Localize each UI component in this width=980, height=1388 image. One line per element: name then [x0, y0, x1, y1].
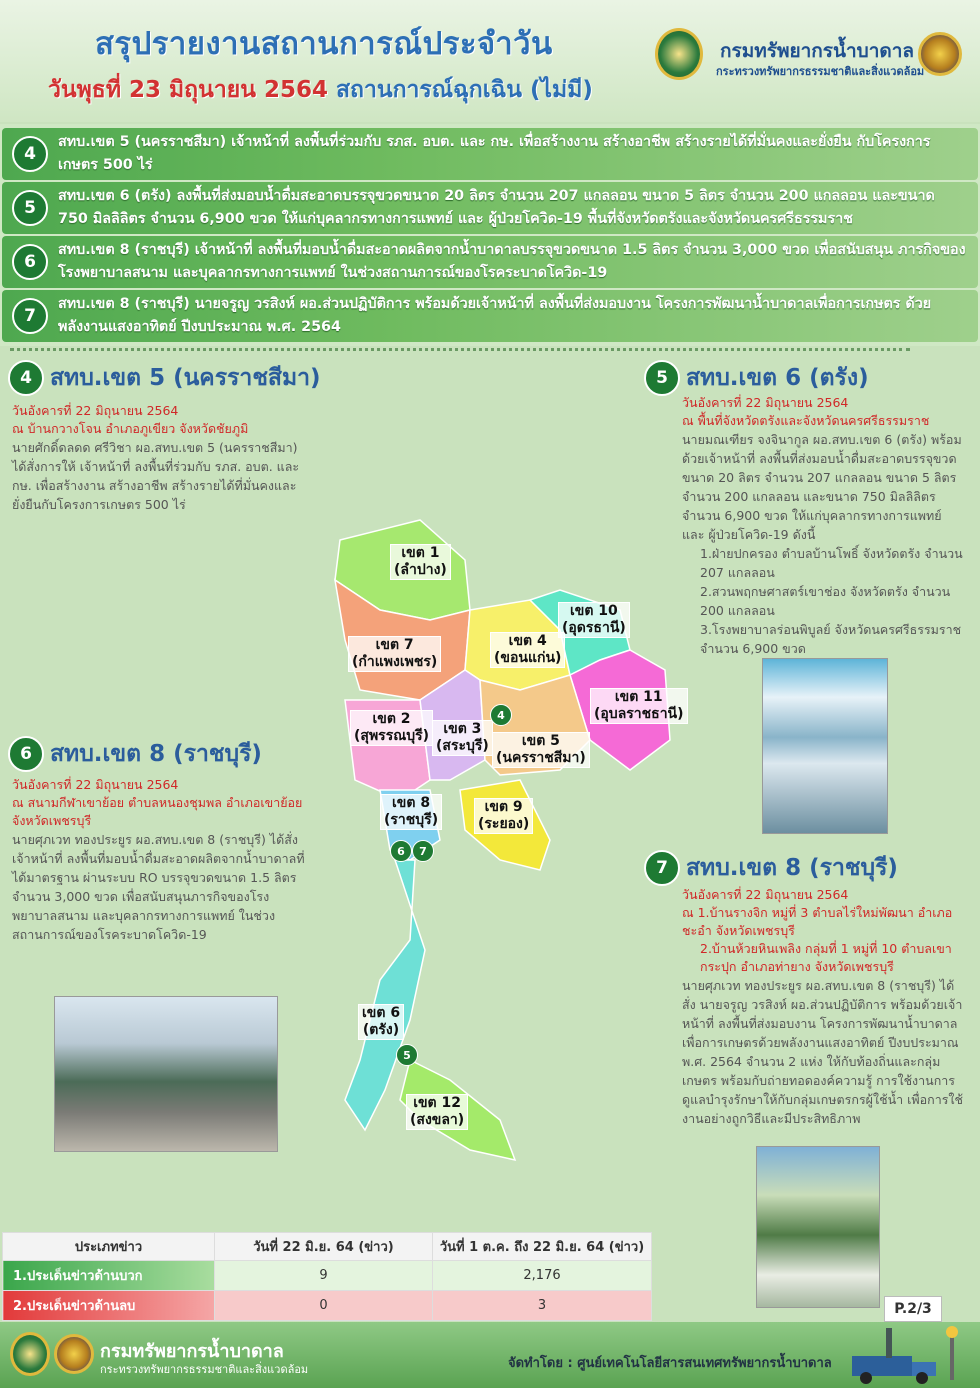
news-photo-collage: [756, 1146, 880, 1308]
news-number: 6: [12, 244, 48, 280]
header: [0, 0, 980, 122]
map-marker: 7: [412, 840, 434, 862]
ministry-seal-icon: [918, 32, 962, 76]
map-label-region-11: เขต 11 (อุบลราชธานี): [590, 688, 688, 724]
section-4-body: [12, 402, 310, 514]
list-item: 3.โรงพยาบาลร่อนพิบูลย์ จังหวัดนครศรีธรรมราช จำนวน 6,900 ขวด: [700, 622, 962, 656]
org-name: กรมทรัพยากรน้ำบาดาล: [720, 40, 915, 62]
table-cell-label: 1.ประเด็นข่าวด้านบวก: [3, 1261, 215, 1291]
table-header: วันที่ 1 ต.ค. ถึง 22 มิ.ย. 64 (ข่าว): [433, 1233, 652, 1261]
section-badge: 5: [644, 360, 680, 396]
ministry-seal-icon: [54, 1334, 94, 1374]
news-item: [2, 182, 978, 234]
section-badge: 6: [8, 736, 44, 772]
news-item: [2, 128, 978, 180]
section-date: วันอังคารที่ 22 มิถุนายน 2564: [682, 395, 849, 410]
news-text: สทบ.เขต 5 (นครราชสีมา) เจ้าหน้าที่ ลงพื้นที่ร่วมกับ รภส. อบต. และ กษ. เพื่อสร้างงาน สร้างอาชีพ สร้างรายได้ที่มั่นคงและยั่งยืน กับโครงการเกษตร 500 ไร่: [58, 134, 931, 173]
footer-org-name: กรมทรัพยากรน้ำบาดาล: [100, 1341, 284, 1362]
section-date: วันอังคารที่ 22 มิถุนายน 2564: [12, 777, 179, 792]
section-text: นายศุภเวท ทองประยูร ผอ.สทบ.เขต 8 (ราชบุรี) ได้สั่ง นายจรูญ วรสิงห์ ผอ.ส่วนปฏิบัติการ พร้อมด้วยเจ้าหน้าที่ ลงพื้นที่ส่งมอบงาน โครงการพัฒนาน้ำบาดาลเพื่อการเกษตรด้วยพลังงานแสงอาทิตย์ ปีงบประมาณ พ.ศ. 2564 จำนวน 2 แห่ง ให้กับท้องถิ่นและกลุ่มเกษตร พร้อมกับถ่ายทอดองค์ความรู้ การใช้งานการดูแลบำรุงรักษาให้กับกลุ่มเกษตรกรผู้ใช้น้ำ เพื่อการใช้งานอย่างถูกวิธีและมีประสิทธิภาพ: [682, 978, 964, 1126]
thailand-map: [300, 500, 684, 1180]
news-text: สทบ.เขต 8 (ราชบุรี) นายจรูญ วรสิงห์ ผอ.ส่วนปฏิบัติการ พร้อมด้วยเจ้าหน้าที่ ลงพื้นที่ส่งมอบงาน โครงการพัฒนาน้ำบาดาลเพื่อการเกษตร ด้วยพลังงานแสงอาทิตย์ ปีงบประมาณ พ.ศ. 2564: [58, 296, 932, 335]
table-cell-label: 2.ประเด็นข่าวด้านลบ: [3, 1291, 215, 1321]
section-place: 2.บ้านห้วยหินเพลิง กลุ่มที่ 1 หมู่ที่ 10 ตำบลเขากระปุก อำเภอท่ายาง จังหวัดเพชรบุรี: [700, 941, 952, 974]
section-6-heading: [8, 736, 262, 772]
section-5-heading: [644, 360, 869, 396]
news-summary: [0, 124, 980, 346]
status-text: สถานการณ์ฉุกเฉิน (ไม่มี): [335, 77, 593, 103]
map-label-region-4: เขต 4 (ขอนแก่น): [490, 632, 565, 668]
map-label-region-2: เขต 2 (สุพรรณบุรี): [350, 710, 433, 746]
map-label-region-8: เขต 8 (ราชบุรี): [380, 794, 442, 830]
dgr-seal-icon: [655, 28, 703, 80]
map-label-region-9: เขต 9 (ระยอง): [474, 798, 533, 834]
section-text: นายมณเฑียร จงจินากูล ผอ.สทบ.เขต 6 (ตรัง) พร้อมด้วยเจ้าหน้าที่ ลงพื้นที่ส่งมอบน้ำดื่มสะอาดบรรจุขวดขนาด 20 ลิตร จำนวน 207 แกลลอน ขนาด 5 ลิตร จำนวน 200 แกลลอน และขนาด 750 มิลลิลิตร จำนวน 6,900 ขวด ให้แก่บุคลากรทางการแพทย์ และ ผู้ป่วยโควิด-19 ดังนี้: [682, 432, 962, 542]
news-item: [2, 236, 978, 288]
table-row: [3, 1261, 652, 1291]
footer: [0, 1322, 980, 1388]
map-label-region-6: เขต 6 (ตรัง): [358, 1004, 404, 1040]
section-7-heading: [644, 850, 898, 886]
date-line: [48, 72, 593, 108]
date-text: วันพุธที่ 23 มิถุนายน 2564: [48, 77, 328, 103]
map-marker: 5: [396, 1044, 418, 1066]
news-text: สทบ.เขต 8 (ราชบุรี) เจ้าหน้าที่ ลงพื้นที่มอบน้ำดื่มสะอาดผลิตจากน้ำบาดาลบรรจุขวดขนาด 1.5 ลิตร จำนวน 3,000 ขวด เพื่อสนับสนุน ภารกิจของโรงพยาบาลสนาม และบุคลากรทางการแพทย์ ในช่วงสถานการณ์ของโรคระบาดโควิด-19: [58, 242, 966, 281]
section-place: ณ สนามกีฬาเขาย้อย ตำบลหนองชุมพล อำเภอเขาย้อย จังหวัดเพชรบุรี: [12, 795, 303, 828]
section-text: นายศุภเวท ทองประยูร ผอ.สทบ.เขต 8 (ราชบุรี) ได้สั่งเจ้าหน้าที่ ลงพื้นที่มอบน้ำดื่มสะอาดผลิตจากน้ำบาดาลที่ได้มาตรฐาน ผ่านระบบ RO บรรจุขวดขนาด 1.5 ลิตร จำนวน 3,000 ขวด เพื่อสนับสนุนภารกิจของโรงพยาบาลสนาม และบุคลากรทางการแพทย์ ในช่วงสถานการณ์ของโรคระบาดโควิด-19: [12, 832, 305, 942]
map-label-region-7: เขต 7 (กำแพงเพชร): [348, 636, 441, 672]
map-marker: 6: [390, 840, 412, 862]
map-label-region-10: เขต 10 (อุดรธานี): [558, 602, 630, 638]
news-text: สทบ.เขต 6 (ตรัง) ลงพื้นที่ส่งมอบน้ำดื่มสะอาดบรรจุขวดขนาด 20 ลิตร จำนวน 207 แกลลอน ขนาด 5 ลิตร จำนวน 200 แกลลอน และขนาด 750 มิลลิลิตร จำนวน 6,900 ขวด ให้แก่บุคลากรทางการแพทย์ และ ผู้ป่วยโควิด-19 พื้นที่จังหวัดตรังและจังหวัดนครศรีธรรมราช: [58, 188, 935, 227]
table-header: วันที่ 22 มิ.ย. 64 (ข่าว): [215, 1233, 433, 1261]
map-label-region-5: เขต 5 (นครราชสีมา): [492, 732, 590, 768]
section-badge: 4: [8, 360, 44, 396]
section-6-body: [12, 776, 312, 944]
table-cell: 0: [215, 1291, 433, 1321]
section-title: สทบ.เขต 8 (ราชบุรี): [686, 855, 898, 881]
map-label-region-12: เขต 12 (สงขลา): [406, 1094, 468, 1130]
section-badge: 7: [644, 850, 680, 886]
news-item: [2, 290, 978, 342]
news-photo: [54, 996, 278, 1152]
map-label-region-1: เขต 1 (ลำปาง): [390, 544, 451, 580]
table-row: [3, 1291, 652, 1321]
section-title: สทบ.เขต 8 (ราชบุรี): [50, 741, 262, 767]
section-place: ณ พื้นที่จังหวัดตรังและจังหวัดนครศรีธรรมราช: [682, 413, 930, 428]
section-date: วันอังคารที่ 22 มิถุนายน 2564: [682, 887, 849, 902]
table-cell: 2,176: [433, 1261, 652, 1291]
news-number: 4: [12, 136, 48, 172]
dgr-seal-icon: [10, 1332, 50, 1376]
org-sub: กระทรวงทรัพยากรธรรมชาติและสิ่งแวดล้อม: [716, 65, 925, 78]
section-date: วันอังคารที่ 22 มิถุนายน 2564: [12, 403, 179, 418]
map-marker: 4: [490, 704, 512, 726]
divider: [10, 348, 910, 351]
section-text: นายศักดิ์ดลดด ศรีวิชา ผอ.สทบ.เขต 5 (นครราชสีมา) ได้สั่งการให้ เจ้าหน้าที่ ลงพื้นที่ร่วมกับ รภส. อบต. และ กษ. เพื่อสร้างงาน สร้างอาชีพ สร้างรายได้ที่มั่นคงและยั่งยืนกับโครงการเกษตร 500 ไร่: [12, 440, 300, 512]
section-5-body: [682, 394, 966, 658]
table-cell: 9: [215, 1261, 433, 1291]
list-item: 1.ฝ่ายปกครอง ตำบลบ้านโพธิ์ จังหวัดตรัง จำนวน 207 แกลลอน: [700, 546, 963, 580]
footer-org-sub: กระทรวงทรัพยากรธรรมชาติและสิ่งแวดล้อม: [100, 1363, 309, 1376]
section-7-body: [682, 886, 966, 1128]
page-title: สรุปรายงานสถานการณ์ประจำวัน: [95, 26, 553, 62]
news-number: 7: [12, 298, 48, 334]
map-label-region-3: เขต 3 (สระบุรี): [432, 720, 493, 756]
table-header: ประเภทข่าว: [3, 1233, 215, 1261]
table-header-row: [3, 1233, 652, 1261]
page-number: P.2/3: [884, 1296, 942, 1322]
section-place: ณ บ้านกวางโจน อำเภอภูเขียว จังหวัดชัยภูมิ: [12, 421, 249, 436]
footer-credit: จัดทำโดย : ศูนย์เทคโนโลยีสารสนเทศทรัพยากรน้ำบาดาล: [508, 1356, 832, 1371]
news-stats-table: [2, 1232, 652, 1321]
table-cell: 3: [433, 1291, 652, 1321]
section-title: สทบ.เขต 6 (ตรัง): [686, 365, 869, 391]
section-title: สทบ.เขต 5 (นครราชสีมา): [50, 365, 321, 391]
drilling-truck-icon: [846, 1326, 966, 1386]
section-4-heading: [8, 360, 321, 396]
news-photo-collage: [762, 658, 888, 834]
section-place: ณ 1.บ้านรางจิก หมู่ที่ 3 ตำบลไร่ใหม่พัฒนา อำเภอชะอำ จังหวัดเพชรบุรี: [682, 905, 953, 938]
news-number: 5: [12, 190, 48, 226]
list-item: 2.สวนพฤกษศาสตร์เขาช่อง จังหวัดตรัง จำนวน 200 แกลลอน: [700, 584, 951, 618]
